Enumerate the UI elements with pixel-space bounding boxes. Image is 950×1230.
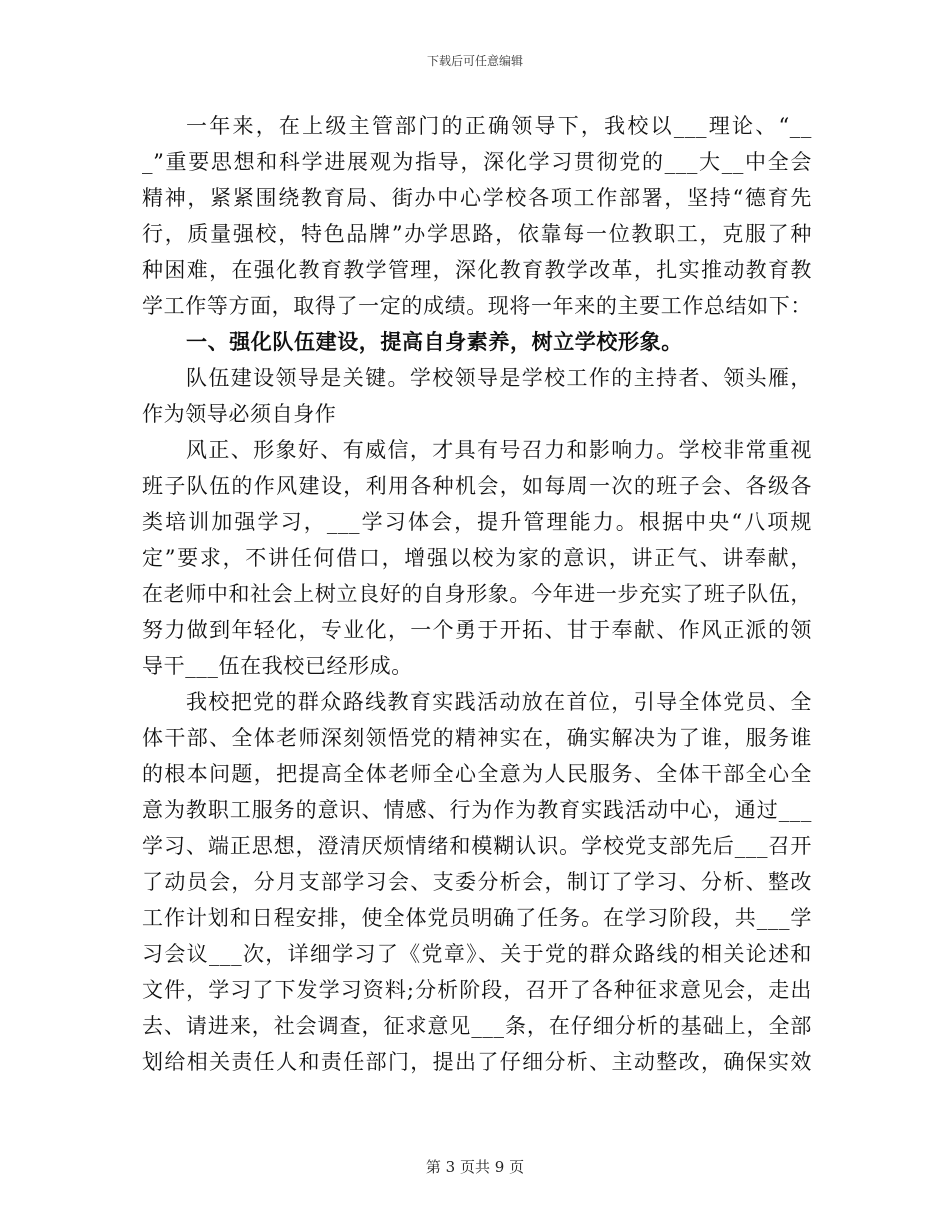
text-line: 种困难，在强化教育教学管理，深化教育教学改革，扎实推动教育教 (142, 258, 812, 282)
page-header: 下载后可任意编辑 (426, 54, 523, 68)
text-line: 行，质量强校，特色品牌”办学思路，依靠每一位教职工，克服了种 (142, 222, 812, 246)
text-line: 队伍建设领导是关键。学校领导是学校工作的主持者、领头雁， (186, 366, 812, 390)
text-line: _”重要思想和科学进展观为指导，深化学习贯彻党的___大__中全会 (142, 150, 812, 174)
text-line: 工作计划和日程安排，使全体党员明确了任务。在学习阶段，共___学 (142, 906, 812, 930)
text-line: 了动员会，分月支部学习会、支委分析会，制订了学习、分析、整改 (142, 870, 812, 894)
section-heading: 一、强化队伍建设，提高自身素养，树立学校形象。 (186, 329, 683, 354)
text-line: 精神，紧紧围绕教育局、街办中心学校各项工作部署，坚持“德育先 (142, 186, 812, 210)
text-line: 我校把党的群众路线教育实践活动放在首位，引导全体党员、全 (186, 690, 812, 714)
text-line: 定”要求，不讲任何借口，增强以校为家的意识，讲正气、讲奉献， (142, 546, 812, 570)
text-line: 意为教职工服务的意识、情感、行为作为教育实践活动中心，通过___ (142, 798, 812, 822)
text-line: 努力做到年轻化，专业化，一个勇于开拓、甘于奉献、作风正派的领 (142, 618, 812, 642)
text-line: 习会议___次，详细学习了《党章》、关于党的群众路线的相关论述和 (142, 942, 812, 966)
text-line: 文件，学习了下发学习资料;分析阶段，召开了各种征求意见会，走出 (142, 978, 812, 1002)
text-line: 的根本问题，把提高全体老师全心全意为人民服务、全体干部全心全 (142, 762, 812, 786)
text-line: 班子队伍的作风建设，利用各种机会，如每周一次的班子会、各级各 (142, 474, 812, 498)
text-line: 一年来，在上级主管部门的正确领导下，我校以___理论、“__ (186, 114, 812, 138)
text-line: 去、请进来，社会调查，征求意见___条，在仔细分析的基础上，全部 (142, 1014, 812, 1038)
text-line: 体干部、全体老师深刻领悟党的精神实在，确实解决为了谁，服务谁 (142, 726, 812, 750)
page-footer: 第 3 页共 9 页 (425, 1158, 525, 1176)
text-line: 在老师中和社会上树立良好的自身形象。今年进一步充实了班子队伍， (142, 582, 812, 606)
text-line: 风正、形象好、有威信，才具有号召力和影响力。学校非常重视 (186, 438, 812, 462)
text-line: 作为领导必须自身作 (142, 402, 337, 426)
text-line: 导干___伍在我校已经形成。 (142, 654, 413, 678)
text-line: 类培训加强学习，___学习体会，提升管理能力。根据中央“八项规 (142, 510, 812, 534)
text-line: 学习、端正思想，澄清厌烦情绪和模糊认识。学校党支部先后___召开 (142, 834, 812, 858)
text-line: 划给相关责任人和责任部门，提出了仔细分析、主动整改，确保实效 (142, 1050, 812, 1074)
text-line: 学工作等方面，取得了一定的成绩。现将一年来的主要工作总结如下： (142, 294, 812, 318)
document-body (142, 108, 812, 1080)
